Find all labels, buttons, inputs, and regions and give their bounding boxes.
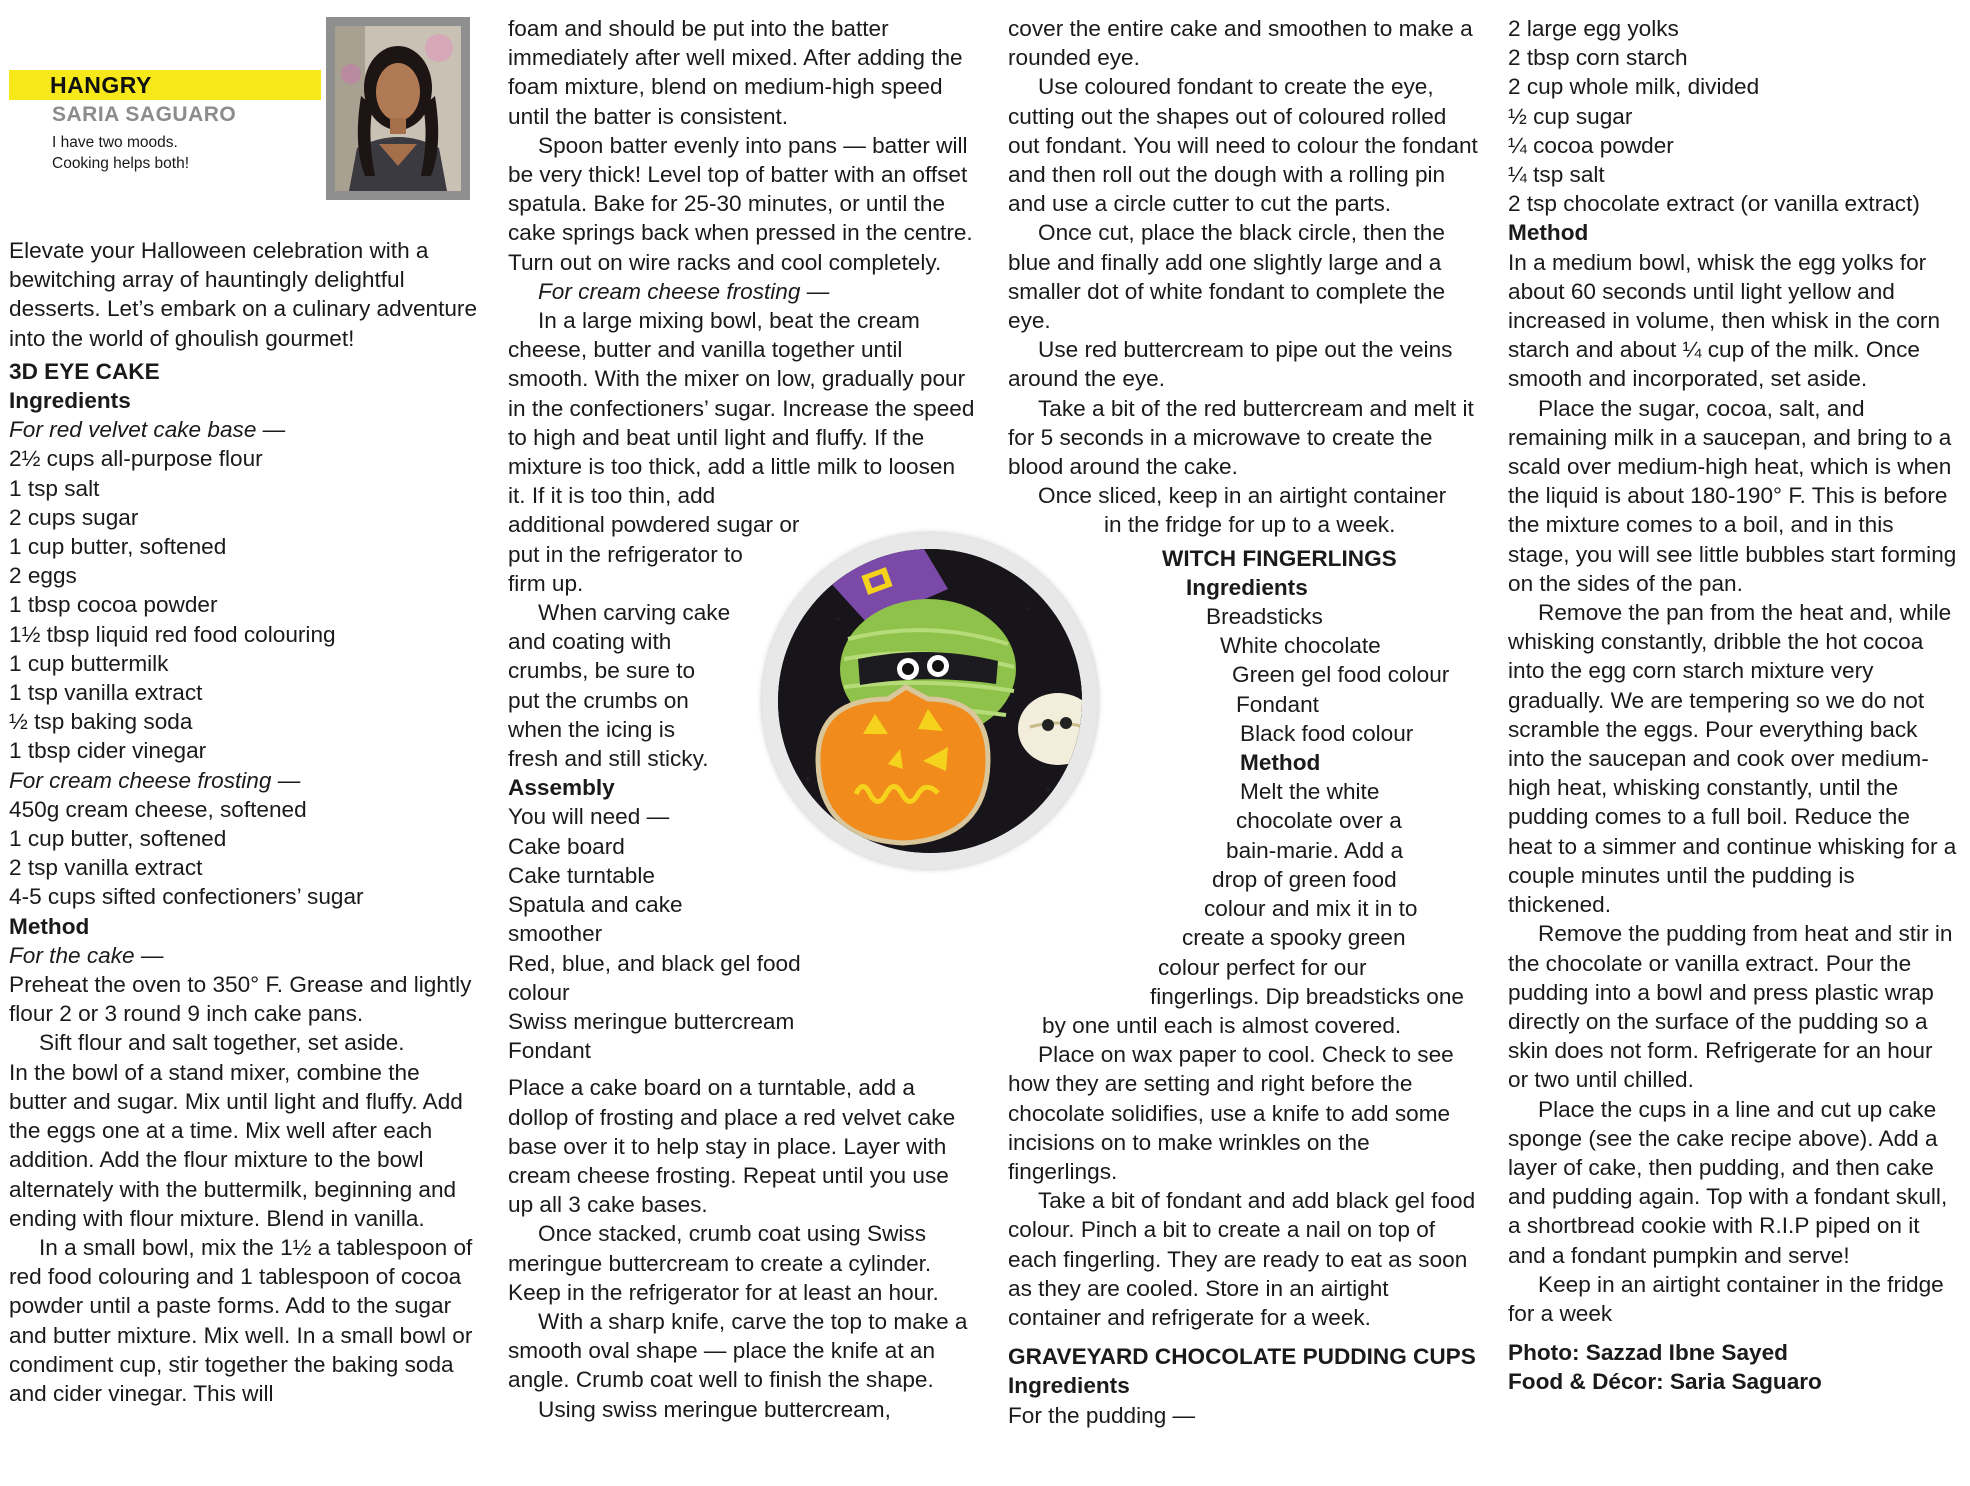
method-paragraph: Place the sugar, cocoa, salt, and remaining milk in a saucepan, and bring to a scald over medium-high heat, which is when the liquid is about 180-190° F. This is before the mixture comes to a boil, and in this stage, you will see little bubbles start forming on the sides of the pan. [1508,395,1957,596]
subheading: For the cake — [9,942,164,968]
ingredient-item: 2 tsp vanilla extract [9,855,203,881]
method-paragraph: Use coloured fondant to create the eye, cutting out the shapes out of coloured rolled out fondant. You will need to colour the fondant and then roll out the dough with a rolling pin and use a circle cutter to cut the parts. [1008,74,1478,217]
method-paragraph: With a sharp knife, carve the top to make a smooth oval shape — place the knife at an angle. Crumb coat well to finish the shape. [508,1308,968,1393]
ingredient-item: 1 tsp salt [9,475,100,501]
method-paragraph: Spoon batter evenly into pans — batter will be very thick! Level top of batter with an offset spatula. Bake for 25-30 minutes, or until the cake springs back when pressed in the centre. Turn out on wire racks and cool completely. [508,132,973,275]
ingredient-item: 1½ tbsp liquid red food colouring [9,621,336,647]
ingredients-heading: Ingredients [1186,574,1308,600]
text-line: and coating with [508,629,672,655]
author-portrait [326,17,470,200]
ingredient-item: 2 cups sugar [9,504,139,530]
text-line: firm up. [508,570,584,596]
method-paragraph: Keep in an airtight container in the fridge for a week [1508,1271,1944,1326]
ingredient-item: ½ tsp baking soda [9,709,193,735]
text-line: colour and mix it in to [1204,896,1418,922]
text-line: fingerlings. Dip breadsticks one [1150,983,1464,1009]
ingredient-item: 1 tbsp cocoa powder [9,592,218,618]
halloween-cookies-illustration [778,549,1082,853]
method-heading: Method [1240,750,1321,776]
method-paragraph: Using swiss meringue buttercream, [538,1396,891,1422]
author-bio-line: I have two moods. [52,134,178,151]
method-paragraph: Sift flour and salt together, set aside. [39,1030,405,1056]
text-line: by one until each is almost covered. [1042,1012,1402,1038]
ingredient-item: 1 tsp vanilla extract [9,680,203,706]
recipe-title: WITCH FINGERLINGS [1162,545,1397,571]
ingredient-item: White chocolate [1220,633,1381,659]
method-paragraph: Remove the pan from the heat and, while whisking constantly, dribble the hot cocoa into the egg corn starch mixture very gradually. We are tempering so we do not scramble the eggs. Pour everything back into the saucepan and cook over medium-high heat, whisking constantly, until the pudding comes to a full boil. Reduce the heat to a simmer and continue whisking for a couple minutes until the pudding is thickened. [1508,600,1957,918]
ingredient-item: Fondant [1236,691,1319,717]
list-item: smoother [508,921,603,947]
text-line: bain-marie. Add a [1226,837,1404,863]
ingredients-heading: Ingredients [9,388,131,414]
ingredient-item: ½ cup sugar [1508,103,1633,129]
method-paragraph: In the bowl of a stand mixer, combine the butter and sugar. Mix until light and fluffy. Add the eggs one at a time. Mix well after each addition. Add the flour mixture to the bowl alternately with the buttermilk, beginning and ending with flour mixture. Blend in vanilla. [9,1059,463,1231]
method-paragraph: Place a cake board on a turntable, add a dollop of frosting and place a red velvet cake base over it to help stay in place. Layer with cream cheese frosting. Repeat until you use up all 3 cake bases. [508,1075,956,1218]
ingredient-item: 4-5 cups sifted confectioners’ sugar [9,884,364,910]
column-tag: HANGRY [50,72,152,98]
method-paragraph: foam and should be put into the batter immediately after well mixed. After adding the foam mixture, blend on medium-high speed until the batter is consistent. [508,16,963,129]
method-heading: Method [9,913,90,939]
subheading: For cream cheese frosting — [9,767,301,793]
list-item: Spatula and cake [508,892,683,918]
ingredient-item: 2 cup whole milk, divided [1508,74,1760,100]
method-paragraph: Place on wax paper to cool. Check to see how they are setting and right before the chocolate solidifies, use a knife to add some incisions on to make wrinkles on the fingerlings. [1008,1042,1454,1184]
text-line: Once sliced, keep in an airtight container [1038,483,1447,509]
method-heading: Method [1508,220,1589,246]
text-line: crumbs, be sure to [508,658,696,684]
intro-paragraph: Elevate your Halloween celebration with a bewitching array of hauntingly delightful desserts. Let’s embark on a culinary adventure into the world of ghoulish gourmet! [9,238,478,351]
subheading: For red velvet cake base — [9,417,286,443]
ingredient-item: 2 large egg yolks [1508,16,1679,41]
text-line: colour perfect for our [1158,954,1367,980]
recipe-title: GRAVEYARD CHOCOLATE PUDDING CUPS [1008,1344,1476,1370]
method-paragraph: Remove the pudding from heat and stir in the chocolate or vanilla extract. Pour the pudding into a bowl and press plastic wrap directly on the surface of the pudding so a skin does not form. Refrigerate for an hour or two until chilled. [1508,921,1953,1093]
list-item: Swiss meringue buttercream [508,1008,795,1034]
photo-credit: Photo: Sazzad Ibne Sayed [1508,1340,1788,1366]
text-line: in the fridge for up to a week. [1104,512,1396,538]
author-bio [52,132,189,174]
ingredient-item: 2 tsp chocolate extract (or vanilla extract) [1508,191,1920,217]
text-line: When carving cake [538,600,731,626]
method-paragraph: Use red buttercream to pipe out the veins around the eye. [1008,337,1453,392]
ingredient-item: 2 eggs [9,563,77,589]
list-item: Red, blue, and black gel food [508,950,801,976]
ingredient-item: 1 cup buttermilk [9,650,169,676]
list-item: You will need — [508,804,670,830]
text-line: put in the refrigerator to [508,541,743,567]
method-paragraph: Take a bit of the red buttercream and melt it for 5 seconds in a microwave to create the blood around the cake. [1008,395,1474,480]
list-item: Cake board [508,833,625,859]
ingredient-item: 2 tbsp corn starch [1508,45,1688,71]
recipe-title: 3D EYE CAKE [9,358,160,384]
ingredient-item: Breadsticks [1206,604,1323,630]
ingredient-item: 2½ cups all-purpose flour [9,446,263,472]
text-line: chocolate over a [1236,808,1402,834]
ingredient-item: Green gel food colour [1232,662,1450,688]
column-4 [1508,14,1958,1397]
author-portrait-image [335,26,461,191]
method-paragraph: In a medium bowl, whisk the egg yolks for about 60 seconds until light yellow and increased in volume, then whisk in the corn starch and about ¼ cup of the milk. Once smooth and incorporated, set aside. [1508,249,1941,392]
text-line: Melt the white [1240,779,1380,805]
list-item: colour [508,979,570,1005]
list-item: Cake turntable [508,862,655,888]
ingredient-item: 1 cup butter, softened [9,534,227,560]
ingredient-item: 1 tbsp cider vinegar [9,738,207,764]
text-line: fresh and still sticky. [508,746,709,772]
cookies-photo-image [778,549,1082,853]
method-paragraph: Once stacked, crumb coat using Swiss meringue buttercream to create a cylinder. Keep in the refrigerator for at least an hour. [508,1221,939,1305]
ingredient-item: ¼ tsp salt [1508,162,1605,188]
method-paragraph: cover the entire cake and smoothen to make a rounded eye. [1008,16,1473,71]
text-line: when the icing is [508,716,676,742]
list-item: Fondant [508,1038,591,1064]
method-paragraph: In a small bowl, mix the 1½ a tablespoon of red food colouring and 1 tablespoon of cocoa powder until a paste forms. Add to the sugar and butter mixture. Mix well. In a small bowl or condiment cup, stir together the baking soda and cider vinegar. This will [9,1234,473,1406]
ingredient-item: 1 cup butter, softened [9,826,227,852]
text-line: put the crumbs on [508,687,689,713]
method-paragraph: In a large mixing bowl, beat the cream cheese, butter and vanilla together until smooth. With the mixer on low, gradually pour in the confectioners’ sugar. Increase the speed to high and beat until light and fluffy. If the mixture is too thick, add a little milk to loosen it. If it is too thin, add [508,308,975,509]
method-paragraph: Place the cups in a line and cut up cake sponge (see the cake recipe above). Add a layer of cake, then pudding, and then cake and pudding again. Top with a fondant skull, a shortbread cookie with R.I.P piped on it and a fondant pumpkin and serve! [1508,1096,1948,1268]
ingredient-item: ¼ cocoa powder [1508,132,1674,158]
column-1 [9,236,479,1408]
method-paragraph: Once cut, place the black circle, then the blue and finally add one slightly large and a smaller dot of white fondant to complete the eye. [1008,220,1446,334]
method-paragraph: Take a bit of fondant and add black gel food colour. Pinch a bit to create a nail on top of each fingerling. They are ready to eat as soon as they are cooled. Store in an airtight container and refrigerate for a week. [1008,1188,1476,1330]
cookies-photo [762,533,1098,869]
text-line: additional powdered sugar or [508,512,800,538]
author-bio-line: Cooking helps both! [52,155,190,172]
text-line: create a spooky green [1182,925,1406,951]
ingredient-item: Black food colour [1240,720,1414,746]
ingredient-item: 450g cream cheese, softened [9,796,307,822]
method-paragraph: Preheat the oven to 350° F. Grease and lightly flour 2 or 3 round 9 inch cake pans. [9,972,472,1027]
ingredients-heading: Ingredients [1008,1373,1130,1399]
subheading: For the pudding — [1008,1402,1196,1428]
subheading: For cream cheese frosting — [538,278,830,304]
text-line: drop of green food [1212,866,1397,892]
assembly-heading: Assembly [508,775,615,801]
decor-credit: Food & Décor: Saria Saguaro [1508,1369,1822,1395]
author-name: SARIA SAGUARO [52,103,237,126]
